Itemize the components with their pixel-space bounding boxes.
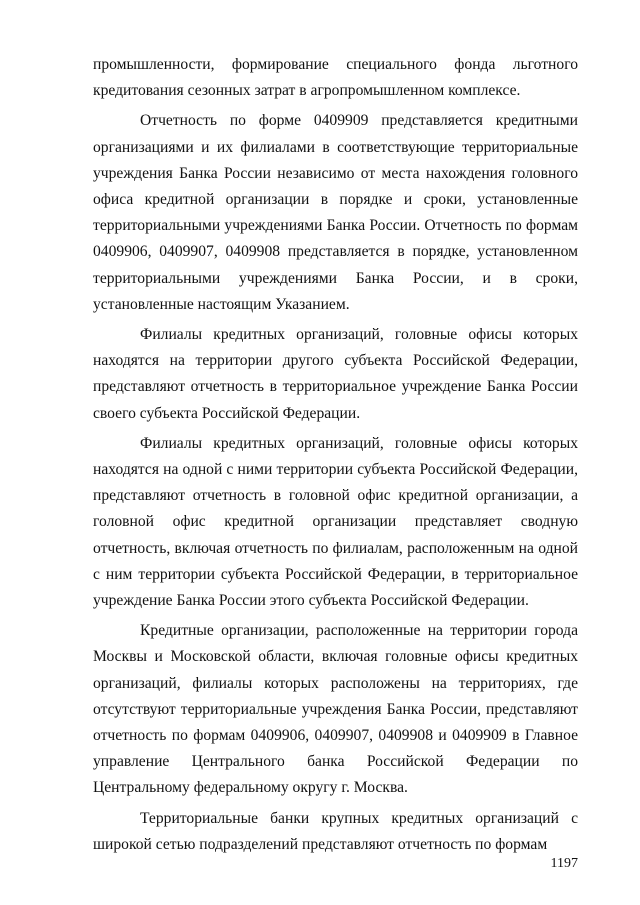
document-body [93, 52, 578, 862]
paragraph-branches-same-subject: Филиалы кредитных организаций, головные офисы которых находятся на одной с ними территории субъекта Российской Федерации, представляют отчетность в головной офис кредитной организации, а головной офис кредитной организации представляет сводную отчетность, включая отчетность по филиалам, расположенным на одной с ним территории субъекта Российской Федерации, в территориальное учреждение Банка России этого субъекта Российской Федерации. [93, 434, 578, 610]
paragraph-continuation: промышленности, формирование специального фонда льготного кредитования сезонных затрат в агропромышленном комплексе. [93, 56, 578, 100]
paragraph-territorial-banks: Территориальные банки крупных кредитных организаций с широкой сетью подразделений представляют отчетность по формам [93, 809, 578, 853]
paragraph-branches-other-subject: Филиалы кредитных организаций, головные офисы которых находятся на территории другого субъекта Российской Федерации, представляют отчетность в территориальное учреждение Банка России своего субъекта Российской Федерации. [93, 326, 578, 422]
paragraph-moscow-organizations: Кредитные организации, расположенные на территории города Москвы и Московской области, включая головные офисы кредитных организаций, филиалы которых расположены на территориях, где отсутствуют территориальные учреждения Банка России, представляют отчетность по формам 0409906, 0409907, 0409908 и 0409909 в Главное управление Центрального банка Российской Федерации по Центральному федеральному округу г. Москва. [93, 622, 578, 797]
paragraph-form-0409909: Отчетность по форме 0409909 представляется кредитными организациями и их филиалами в соответствующие территориальные учреждения Банка России независимо от места нахождения головного офиса кредитной организации в порядке и сроки, установленные территориальными учреждениями Банка России. Отчетность по формам 0409906, 0409907, 0409908 представляется в порядке, установленном территориальными учреждениями Банка России, и в сроки, установленные настоящим Указанием. [93, 112, 578, 313]
page-number: 1197 [550, 856, 578, 871]
